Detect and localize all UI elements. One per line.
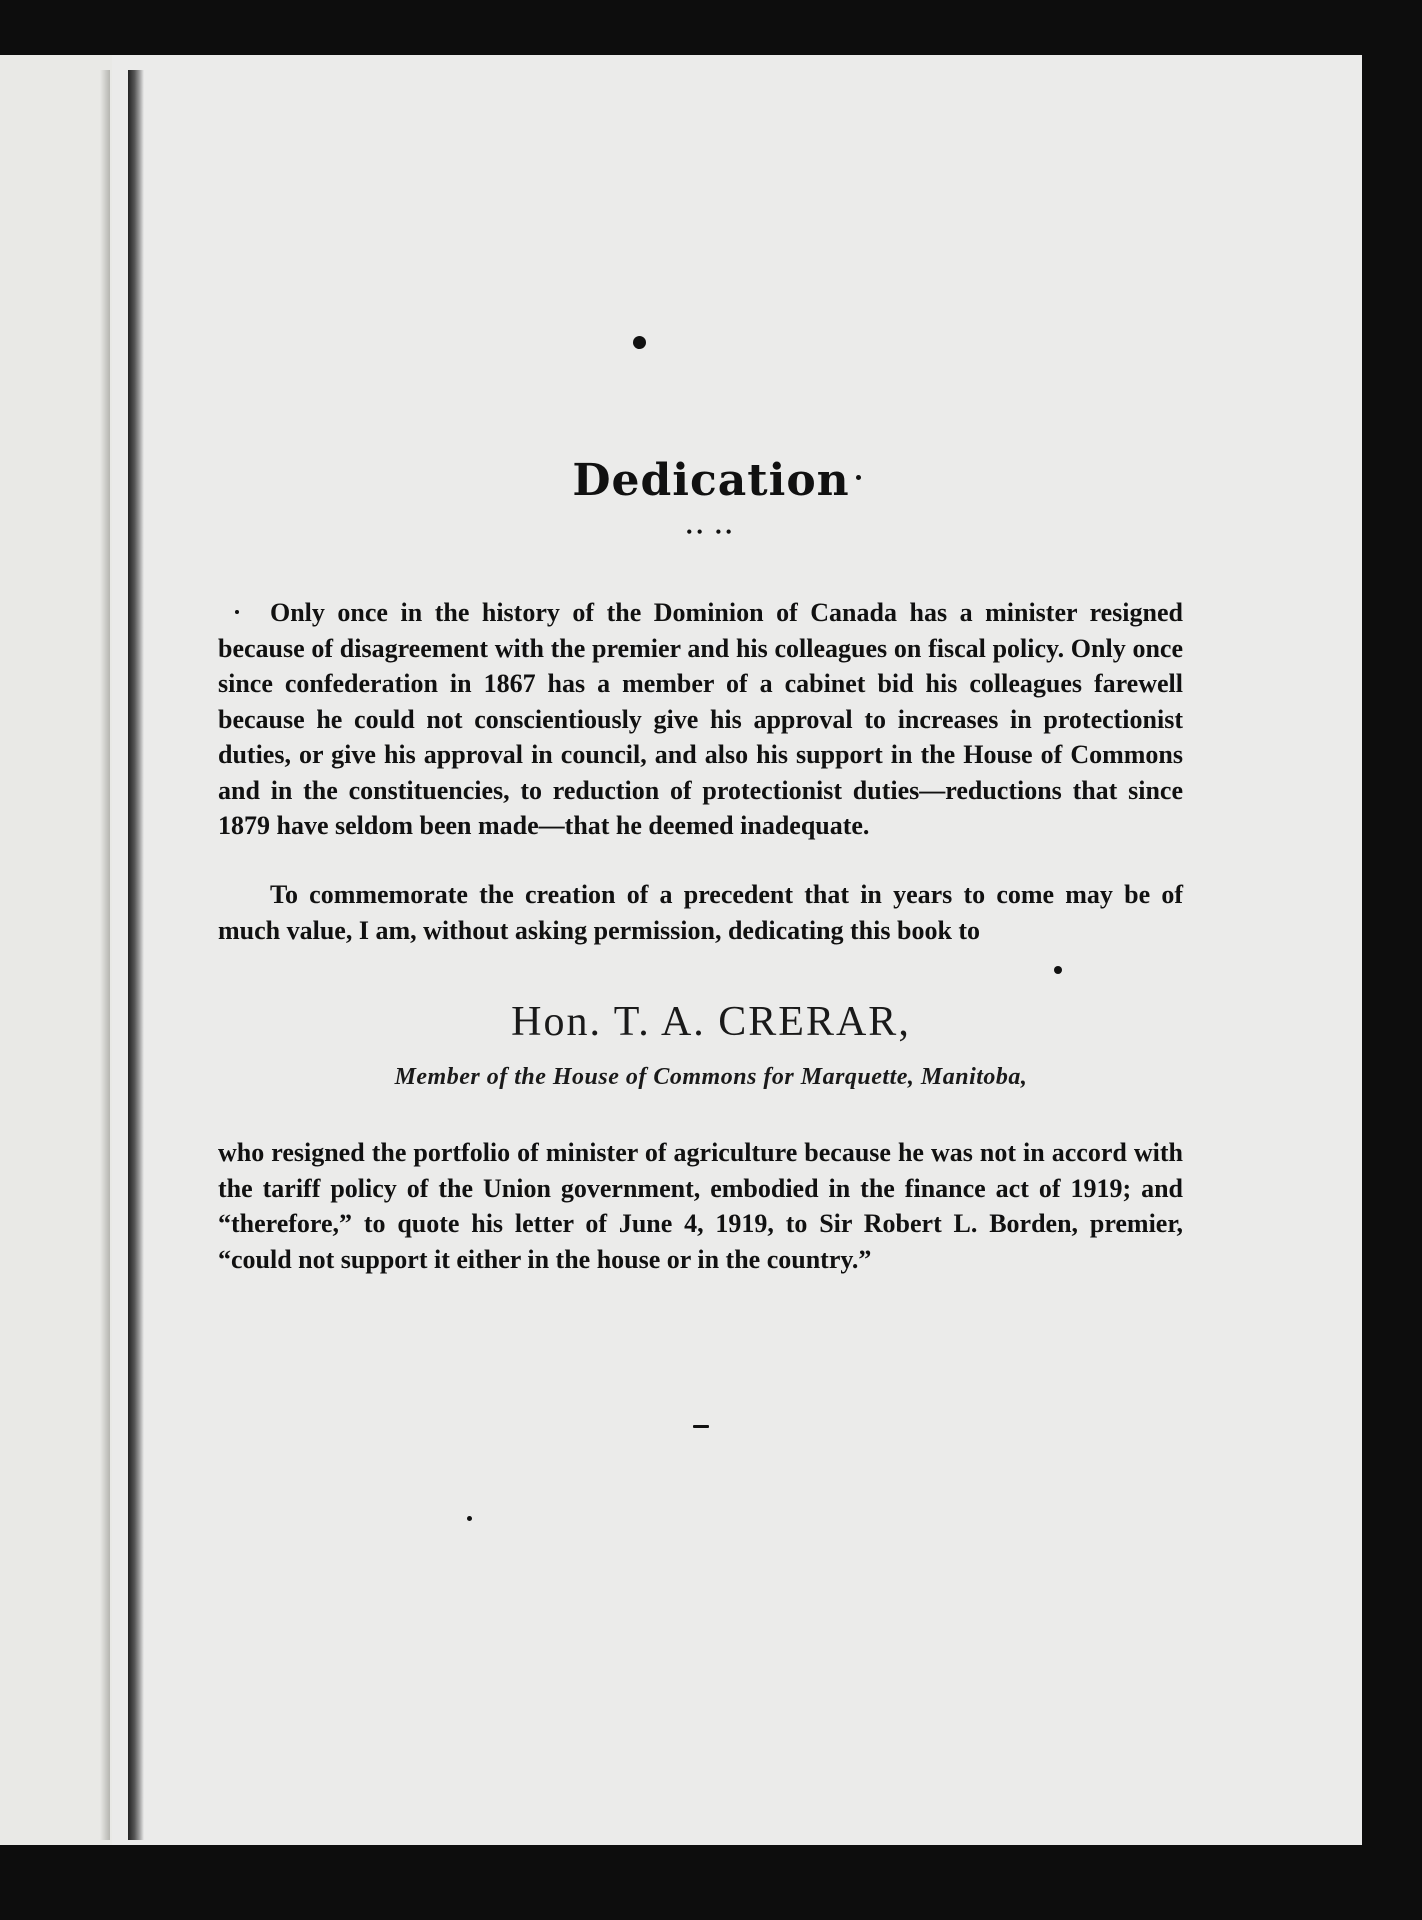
scan-speck <box>467 1516 472 1521</box>
paragraph-text: Only once in the history of the Dominion of Canada has a minister resigned because of disagreement with the premier and his colleagues on fiscal policy. Only once since confederation in 1867 has a member of a cabinet bid his colleagues farewell because he could not conscientiously give his approval to increases in protectionist duties, or give his approval in council, and also his support in the House of Commons and in the constituencies, to reduction of protectionist duties—reductions that since 1879 have seldom been made—that he deemed inadequate. <box>218 598 1183 840</box>
title-ornament: •• •• <box>686 522 736 542</box>
dedicatee-title: Member of the House of Commons for Marquette, Manitoba, <box>394 1064 1028 1090</box>
dedication-paragraph-2 <box>218 877 1183 948</box>
dedication-paragraph-1 <box>218 595 1183 844</box>
page-gutter <box>128 70 144 1840</box>
paragraph-text: who resigned the portfolio of minister of agriculture because he was not in accord with the tariff policy of the Union government, embodied in the finance act of 1919; and “therefore,” to quote his letter of June 4, 1919, to Sir Robert L. Borden, premier, “could not support it either in the house or in the country.” <box>218 1138 1183 1274</box>
paragraph-text: To commemorate the creation of a precedent that in years to come may be of much value, I am, without asking permission, dedicating this book to <box>218 880 1183 945</box>
scan-speck <box>693 1425 709 1428</box>
scan-border-right <box>1362 55 1422 1920</box>
scan-margin <box>0 55 112 1845</box>
scan-speck <box>1054 966 1062 974</box>
page-title: Dedication <box>572 455 850 506</box>
dedicatee-name: Hon. T. A. CRERAR, <box>511 999 911 1045</box>
page-gutter-shadow <box>100 70 110 1840</box>
dedication-paragraph-3 <box>218 1135 1183 1277</box>
book-page <box>112 55 1362 1845</box>
scan-speck <box>633 336 646 349</box>
